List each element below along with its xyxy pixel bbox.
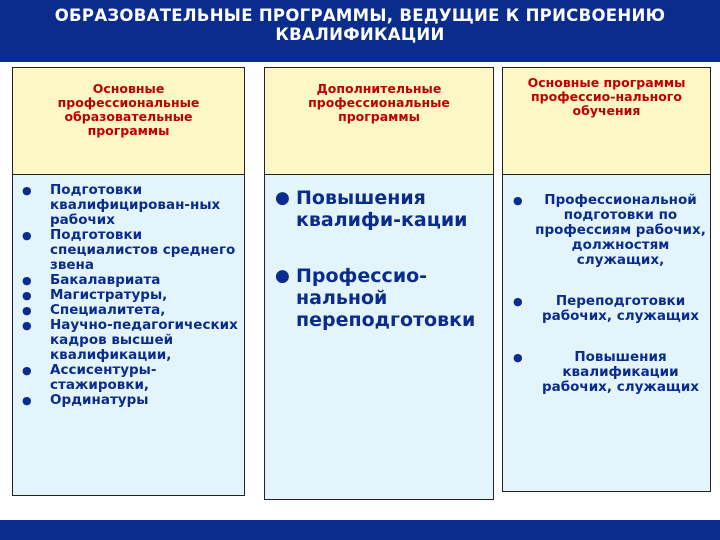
list-item-text: Подготовки квалифицирован-ных рабочих	[50, 182, 221, 228]
column-heading-basic: Основные профессиональные образовательные программы	[57, 81, 200, 138]
program-list-additional	[265, 187, 493, 331]
list-item	[13, 288, 244, 303]
program-list-vocational	[503, 193, 710, 395]
list-item	[13, 183, 244, 228]
list-item	[13, 363, 244, 393]
bullet-icon: ●	[22, 184, 32, 197]
bullet-icon: ●	[22, 319, 32, 332]
bullet-icon: ●	[513, 194, 523, 207]
list-item-text: Профессио-нальной переподготовки	[296, 265, 476, 331]
bullet-icon: ●	[22, 394, 32, 407]
list-item	[503, 294, 710, 324]
column-heading-box-vocational	[502, 67, 711, 176]
list-item-text: Ординатуры	[50, 392, 149, 408]
bullet-icon: ●	[22, 274, 32, 287]
list-item	[13, 273, 244, 288]
list-item	[265, 265, 493, 331]
column-body-additional	[264, 174, 494, 500]
bullet-icon: ●	[22, 304, 32, 317]
footer-bar	[0, 520, 720, 540]
list-item-text: Специалитета,	[50, 302, 166, 318]
list-item	[13, 393, 244, 408]
list-item-text: Ассисентуры-стажировки,	[50, 362, 157, 393]
list-item-text: Магистратуры,	[50, 287, 168, 303]
list-item-text: Научно-педагогических кадров высшей квалификации,	[50, 317, 238, 363]
column-heading-vocational: Основные программы профессио-нального обучения	[527, 75, 686, 118]
column-heading-box-additional	[264, 67, 494, 176]
bullet-icon: ●	[22, 364, 32, 377]
list-item-text: Бакалавриата	[50, 272, 161, 288]
bullet-icon: ●	[275, 266, 290, 286]
bullet-icon: ●	[275, 188, 290, 208]
list-item	[503, 350, 710, 395]
list-item	[503, 193, 710, 268]
column-heading-additional: Дополнительные профессиональные программы	[308, 81, 450, 124]
title-banner	[0, 0, 720, 62]
column-heading-box-basic	[12, 67, 245, 176]
bullet-icon: ●	[22, 289, 32, 302]
bullet-icon: ●	[513, 351, 523, 364]
column-body-basic	[12, 174, 245, 496]
list-item-text: Повышения квалифи-кации	[296, 187, 468, 231]
list-item	[13, 318, 244, 363]
list-item-text: Подготовки специалистов среднего звена	[50, 227, 236, 273]
bullet-icon: ●	[22, 229, 32, 242]
list-item	[13, 228, 244, 273]
list-item-text: Повышения квалификации рабочих, служащих	[541, 349, 700, 395]
list-item-text: Профессиональной подготовки по профессиям рабочих, должностям служащих,	[535, 192, 706, 268]
slide-title: ОБРАЗОВАТЕЛЬНЫЕ ПРОГРАММЫ, ВЕДУЩИЕ К ПРИСВОЕНИЮ КВАЛИФИКАЦИИ	[54, 6, 666, 44]
list-item-text: Переподготовки рабочих, служащих	[541, 293, 700, 324]
list-item	[13, 303, 244, 318]
bullet-icon: ●	[513, 295, 523, 308]
program-list-basic	[13, 183, 244, 408]
column-body-vocational	[502, 174, 711, 492]
list-item	[265, 187, 493, 231]
